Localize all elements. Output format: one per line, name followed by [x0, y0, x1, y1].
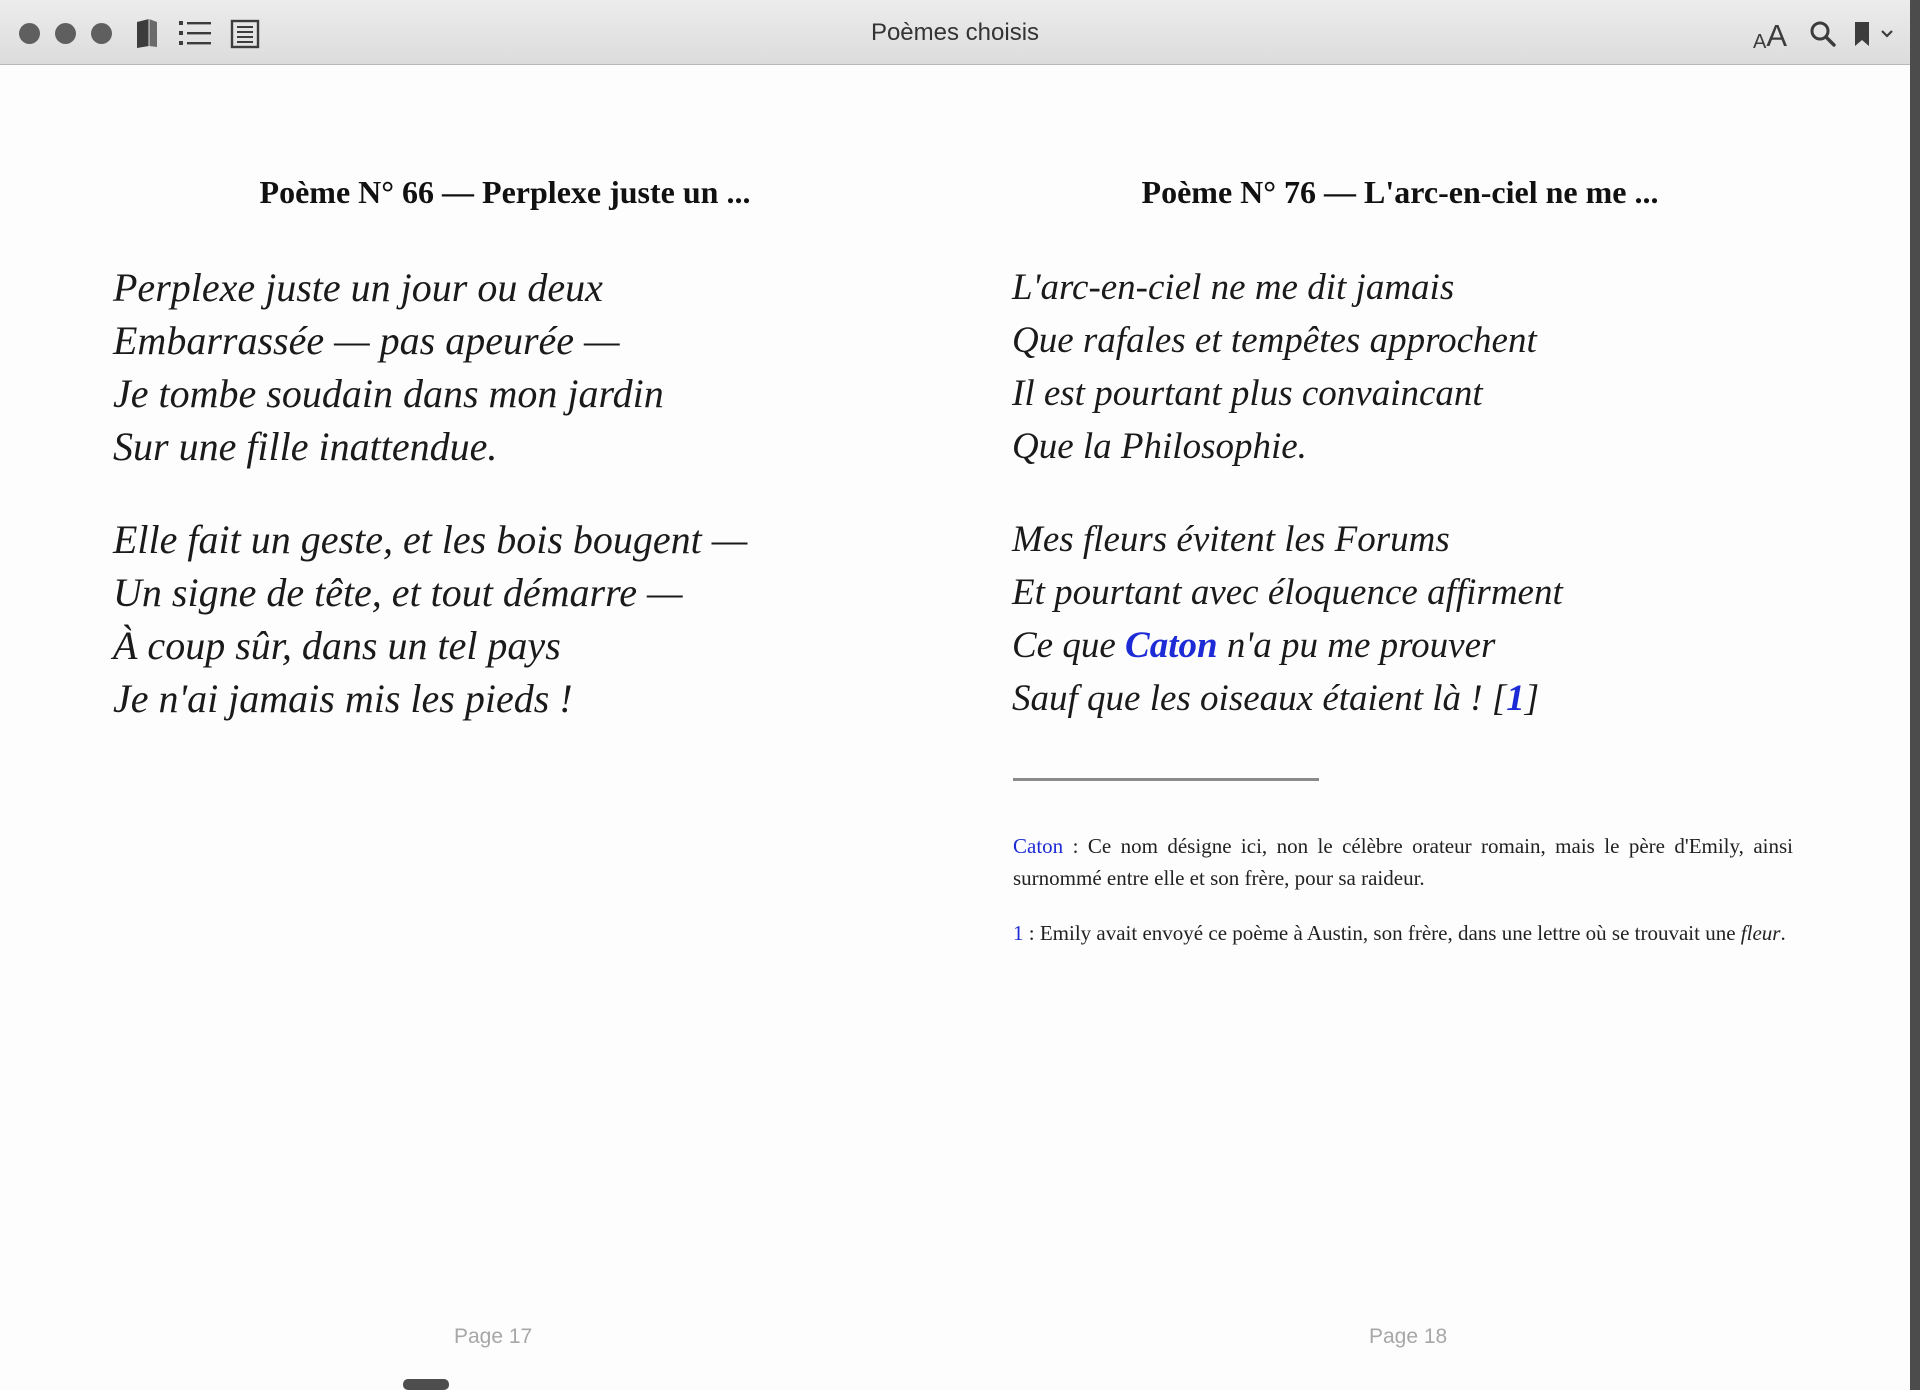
- minimize-window-button[interactable]: [55, 23, 76, 44]
- stanza: [113, 261, 664, 473]
- page-number: Page 18: [1369, 1325, 1448, 1348]
- page-scroll-handle[interactable]: [403, 1379, 449, 1390]
- chevron-down-icon[interactable]: [1877, 24, 1897, 44]
- footnote-1-link[interactable]: 1: [1506, 678, 1525, 719]
- window-title: Poèmes choisis: [870, 19, 1040, 46]
- close-window-button[interactable]: [19, 23, 40, 44]
- verse-line: À coup sûr, dans un tel pays: [113, 623, 561, 668]
- font-size-large-label: A: [1766, 18, 1788, 53]
- stanza: [113, 513, 747, 725]
- footnote: [1013, 830, 1793, 894]
- footnote-text: : Ce nom désigne ici, non le célèbre orateur romain, mais le père d'Emily, ainsi surnommé entre elle et son frère, pour sa raideur.: [1013, 834, 1793, 890]
- verse-line: Un signe de tête, et tout démarre —: [113, 570, 683, 615]
- caton-link[interactable]: Caton: [1125, 625, 1218, 666]
- footnote: [1013, 917, 1793, 949]
- title-bar: [0, 0, 1910, 65]
- right-page: [955, 64, 1910, 1390]
- stanza: [1012, 513, 1563, 725]
- list-icon[interactable]: [177, 16, 213, 50]
- notes-icon[interactable]: [229, 18, 261, 50]
- verse-line: Que rafales et tempêtes approchent: [1012, 320, 1537, 361]
- verse-line: Que la Philosophie.: [1012, 426, 1307, 467]
- window-edge: [1910, 0, 1920, 1390]
- verse-line: L'arc-en-ciel ne me dit jamais: [1012, 267, 1455, 308]
- verse-line: Perplexe juste un jour ou deux: [113, 265, 603, 310]
- verse-line: Sur une fille inattendue.: [113, 424, 498, 469]
- zoom-window-button[interactable]: [91, 23, 112, 44]
- footnote-text: : Emily avait envoyé ce poème à Austin, son frère, dans une lettre où se trouvait une: [1023, 921, 1741, 945]
- verse-line: Mes fleurs évitent les Forums: [1012, 519, 1450, 560]
- footnote-ref-1[interactable]: 1: [1013, 921, 1024, 945]
- verse-text: n'a pu me prouver: [1217, 625, 1496, 666]
- footnote-ref-caton[interactable]: Caton: [1013, 834, 1064, 858]
- footnote-end: .: [1780, 921, 1786, 945]
- verse-line: [1012, 619, 1563, 672]
- page-number: Page 17: [454, 1325, 533, 1348]
- footnote-emphasis: fleur: [1740, 921, 1781, 945]
- verse-line: Il est pourtant plus convaincant: [1012, 373, 1483, 414]
- verse-line: [1012, 672, 1563, 725]
- font-size-small-label: A: [1752, 31, 1767, 53]
- verse-text: ]: [1524, 678, 1540, 719]
- verse-line: Je n'ai jamais mis les pieds !: [113, 676, 573, 721]
- footnote-divider: [1013, 778, 1319, 781]
- verse-line: Embarrassée — pas apeurée —: [113, 318, 620, 363]
- font-size-icon[interactable]: [1748, 14, 1792, 54]
- stanza: [1012, 261, 1537, 473]
- verse-line: Et pourtant avec éloquence affirment: [1012, 572, 1563, 613]
- left-page: [0, 64, 955, 1390]
- verse-line: Elle fait un geste, et les bois bougent —: [113, 517, 748, 562]
- poem-title: Poème N° 76 — L'arc-en-ciel ne me ...: [1141, 174, 1659, 210]
- verse-line: Je tombe soudain dans mon jardin: [113, 371, 664, 416]
- book-icon[interactable]: [132, 16, 162, 50]
- verse-text: Sauf que les oiseaux étaient là ! [: [1012, 678, 1507, 719]
- bookmark-icon[interactable]: [1851, 18, 1873, 50]
- poem-title: Poème N° 66 — Perplexe juste un ...: [259, 174, 751, 210]
- verse-text: Ce que: [1012, 625, 1126, 666]
- search-icon[interactable]: [1807, 18, 1839, 50]
